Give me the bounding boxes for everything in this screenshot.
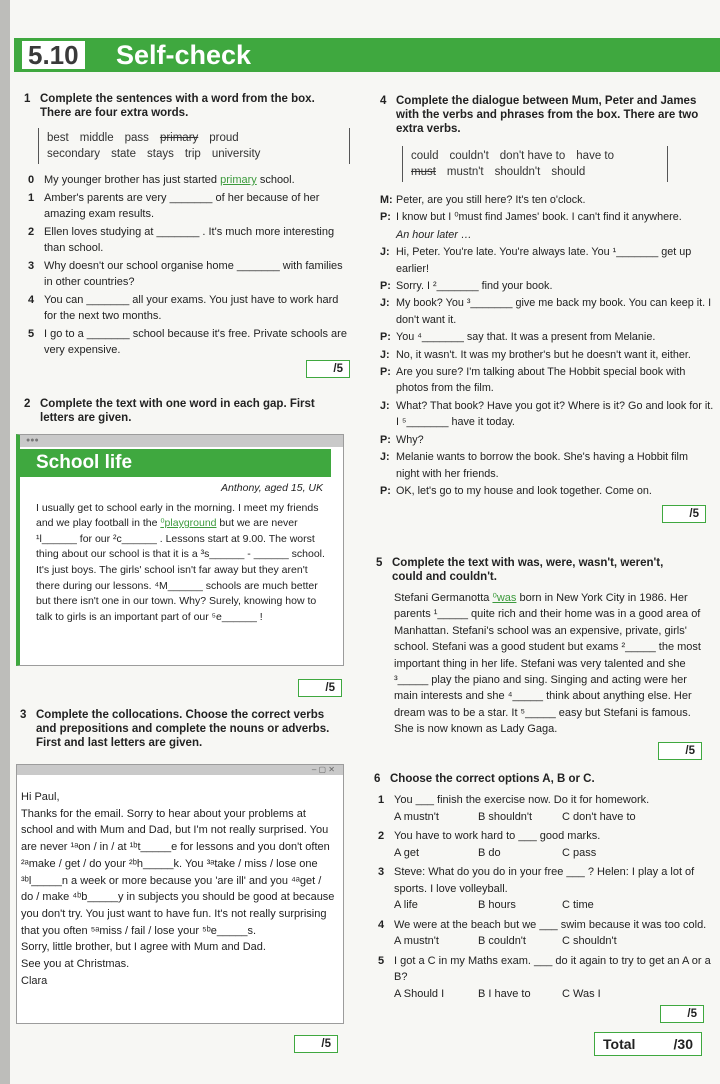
- total-label: Total: [603, 1036, 636, 1052]
- question-body: [394, 864, 712, 914]
- box-word: secondary: [47, 148, 101, 160]
- dialogue-line: [380, 192, 714, 208]
- options: [394, 933, 712, 950]
- dialogue-line: [380, 209, 714, 225]
- question-number: 5: [378, 954, 385, 967]
- option: A get: [394, 846, 420, 859]
- exercise-2-score: /5: [298, 679, 342, 697]
- dialogue-line: [380, 398, 714, 431]
- speaker: M:: [380, 194, 393, 206]
- exercise-2: [24, 397, 350, 425]
- item-text: [44, 292, 350, 325]
- email-line: Thanks for the email. Sorry to hear about your problems at school and with Mum and Dad, but I'm not really surprised. You are never ¹ᵃon / in / at ¹ᵇt_____e for lessons and you don't often ²ᵃmake / get / do your ²ᵇh_____k. You ³ᵃtake / miss / lose one ³ᵇl_____n a week or more because you 'are ill' and you ⁴ᵃget / do / make ⁴ᵇb_____y in subjects you should be good at because you don't try. You just want to have fun. It's not really surprising that you often ⁵ᵃmiss / fail / lose your ⁵ᵇe_____s.: [21, 807, 335, 937]
- options: [394, 809, 712, 826]
- box-word: shouldn't: [494, 166, 541, 178]
- item-text-a: Ellen loves studying at _______ . It's much more interesting than school.: [44, 225, 335, 254]
- speaker: P:: [380, 211, 391, 224]
- speaker: J:: [380, 399, 390, 412]
- question-body: [394, 792, 712, 825]
- item-number: 4: [28, 293, 35, 306]
- panel-text: I usually get to school early in the morning. I meet my friends and we play football in the ⁰playground but we are never ¹l______ for our ²c______ . Lessons start at 9.00. The worst thing about our school is that it is a ³s______ - ______ school. It's just boys. The girls' school isn't far away but they aren't there during our lessons. ⁴M______ schools are much better but there isn't one in our town. Why? Surely, knowing how to talk to girls is an important part of our ⁵e______ !: [36, 501, 325, 623]
- item-text: [44, 326, 350, 359]
- exercise-3: [20, 708, 350, 750]
- exercise-6-instruction: 6 Choose the correct options A, B or C.: [374, 773, 595, 785]
- options: [394, 986, 712, 1003]
- dialogue-line: [380, 347, 714, 363]
- dialogue-line: [380, 329, 714, 345]
- exercise-3-score: /5: [294, 1035, 338, 1053]
- exercise-5-score: /5: [658, 742, 702, 760]
- option: C don't have to: [562, 810, 636, 823]
- item-text-b: school.: [256, 174, 295, 186]
- item-text-a: Why doesn't our school organise home _______ with families in other countries?: [44, 259, 343, 288]
- word-box-1: [38, 128, 350, 164]
- dialogue-text: Melanie wants to borrow the book. She's having a Hobbit film night with her friends.: [396, 451, 688, 480]
- question-body: [394, 828, 712, 861]
- dialogue-line: [380, 364, 714, 397]
- exercise-5-text: Stefani Germanotta ⁰was born in New York City in 1986. Her parents ¹_____ quite rich and their home was in a good area of Manhattan. Stefani's school was an expensive, private, girls' school. Stefani was a good student but exams ²_____ the most important thing in her life. Stefani was very talented and she ³_____ play the piano and sing. Singing and acting were her main interests and she ⁴_____ think about anything else. Her dream was to be a star. It ⁵_____ easy but Stefani is famous. She is now known as Lady Gaga.: [394, 592, 701, 736]
- exercise-1-instruction: 1 Complete the sentences with a word from the box. There are four extra words.: [24, 93, 315, 119]
- item-number: 3: [28, 259, 35, 272]
- exercise-3-instruction: 3 Complete the collocations. Choose the correct verbs and prepositions and complete the nouns or adverbs. First and last letters are given.: [20, 709, 330, 749]
- speaker: P:: [380, 433, 391, 446]
- question-text: You have to work hard to ___ good marks.: [394, 830, 601, 842]
- dialogue-text: You ⁴_______ say that. It was a present from Melanie.: [396, 331, 656, 344]
- box-word: pass: [124, 132, 149, 144]
- total-value: /30: [673, 1036, 693, 1052]
- question-item: [374, 864, 712, 914]
- dialogue-text: An hour later …: [396, 228, 472, 241]
- dialogue-text: OK, let's go to my house and look together. Come on.: [396, 484, 652, 497]
- dialogue-line: [380, 278, 714, 294]
- dialogue-text: Hi, Peter. You're late. You're always late. You ¹_______ get up earlier!: [396, 246, 692, 275]
- box-word: primary: [159, 132, 199, 144]
- box-word: have to: [576, 150, 615, 162]
- dialogue-line: [380, 432, 714, 448]
- panel-title: School life: [20, 449, 331, 477]
- speaker: P:: [380, 331, 391, 344]
- box-word: must: [411, 166, 436, 178]
- question-number: 1: [378, 794, 385, 806]
- dialogue-line: [380, 227, 714, 243]
- item-text: [44, 172, 350, 189]
- question-item: [374, 828, 712, 861]
- option: A mustn't: [394, 810, 439, 823]
- list-item: [24, 326, 350, 359]
- exercise-1: [24, 92, 350, 378]
- option: B do: [478, 846, 501, 859]
- item-text: [44, 224, 350, 257]
- list-item: [24, 292, 350, 325]
- item-text: [44, 190, 350, 223]
- dialogue-line: [380, 483, 714, 499]
- speaker: J:: [380, 297, 390, 310]
- speaker: P:: [380, 366, 391, 379]
- question-number: 2: [378, 830, 385, 842]
- dialogue-text: My book? You ³_______ give me back my book. You can keep it. I don't want it.: [396, 297, 712, 326]
- question-text: We were at the beach but we ___ swim because it was too cold.: [394, 918, 707, 931]
- dialogue-text: Sorry. I ²_______ find your book.: [396, 280, 553, 293]
- question-body: [394, 953, 712, 1003]
- section-header: [14, 38, 720, 72]
- panel-bar: ●●●: [20, 435, 343, 447]
- item-text-a: I go to a _______ school because it's free. Private schools are very expensive.: [44, 327, 347, 356]
- box-word: proud: [209, 132, 239, 144]
- dialogue-text: I know but I ⁰must find James' book. I can't find it anywhere.: [396, 211, 682, 224]
- box-word: middle: [79, 132, 114, 144]
- exercise-4: [380, 94, 714, 523]
- dialogue-text: Peter, are you still here? It's ten o'clock.: [396, 194, 586, 206]
- school-life-panel: [16, 434, 344, 666]
- options: [394, 845, 712, 862]
- item-number: 0: [28, 174, 35, 186]
- box-word: stays: [147, 148, 174, 160]
- box-word: don't have to: [499, 150, 566, 162]
- list-item: [24, 172, 350, 189]
- word-box-4: [402, 146, 668, 182]
- question-item: [374, 953, 712, 1003]
- option: C Was I: [562, 987, 601, 1000]
- email-text: [17, 775, 343, 997]
- box-word: mustn't: [446, 166, 484, 178]
- speaker: [380, 227, 396, 243]
- option: C pass: [562, 846, 597, 859]
- dialogue-text: No, it wasn't. It was my brother's but he doesn't want it, either.: [396, 348, 691, 361]
- speaker: J:: [380, 348, 390, 361]
- dialogue-line: [380, 449, 714, 482]
- dialogue-text: What? That book? Have you got it? Where is it? Go and look for it. I ⁵_______ have it today.: [396, 399, 714, 429]
- box-word: state: [111, 148, 136, 160]
- option: B hours: [478, 899, 516, 911]
- item-text-a: Amber's parents are very _______ of her because of her amazing exam results.: [44, 191, 320, 220]
- speaker: J:: [380, 451, 390, 464]
- exercise-2-instruction: 2 Complete the text with one word in each gap. First letters are given.: [24, 398, 315, 424]
- option: B shouldn't: [478, 810, 533, 823]
- box-word: best: [47, 132, 69, 144]
- email-line: See you at Christmas.: [21, 958, 130, 971]
- list-item: [24, 190, 350, 223]
- box-word: couldn't: [449, 150, 489, 162]
- speaker: P:: [380, 484, 391, 497]
- panel-byline: Anthony, aged 15, UK: [221, 482, 323, 494]
- dialogue-text: Are you sure? I'm talking about The Hobbit special book with photos from the film.: [396, 366, 686, 395]
- option: A life: [394, 899, 418, 911]
- email-line: Hi Paul,: [21, 791, 60, 803]
- email-line: Sorry, little brother, but I agree with Mum and Dad.: [21, 941, 266, 954]
- dialogue-line: [380, 295, 714, 328]
- question-number: 4: [378, 918, 385, 931]
- section-title: Self-check: [116, 40, 252, 70]
- box-word: should: [551, 166, 586, 178]
- question-number: 3: [378, 866, 385, 878]
- example-answer: primary: [220, 174, 257, 186]
- item-number: 2: [28, 225, 35, 238]
- email-bar: – ▢ ✕: [17, 765, 343, 775]
- exercise-4-score: /5: [662, 505, 706, 523]
- box-word: trip: [184, 148, 201, 160]
- exercise-6: [374, 772, 712, 1005]
- option: A Should I: [394, 987, 445, 1000]
- exercise-5: [376, 556, 710, 760]
- total-box: [594, 1032, 702, 1056]
- options: [394, 897, 712, 914]
- speaker: P:: [380, 280, 391, 293]
- option: A mustn't: [394, 935, 439, 947]
- dialogue-text: Why?: [396, 433, 424, 446]
- item-text-a: You can _______ all your exams. You just have to work hard for the next two months.: [44, 293, 339, 322]
- option: C time: [562, 899, 594, 911]
- page-edge: [0, 0, 10, 1084]
- email-panel: [16, 764, 344, 1024]
- question-item: [374, 917, 712, 950]
- dialogue-line: [380, 244, 714, 277]
- option: C shouldn't: [562, 935, 617, 947]
- exercise-4-instruction: 4 Complete the dialogue between Mum, Peter and James with the verbs and phrases from the box. There are two extra verbs.: [380, 95, 699, 135]
- box-word: could: [411, 150, 439, 162]
- list-item: [24, 224, 350, 257]
- question-text: I got a C in my Maths exam. ___ do it again to try to get an A or a B?: [394, 954, 711, 983]
- section-number: 5.10: [22, 41, 85, 69]
- item-text: [44, 258, 350, 291]
- list-item: [24, 258, 350, 291]
- exercise-5-instruction: 5 Complete the text with was, were, wasn't, weren't, could and couldn't.: [376, 557, 664, 583]
- question-item: [374, 792, 712, 825]
- question-text: Steve: What do you do in your free ___ ? Helen: I play a lot of sports. I love volleyball.: [394, 866, 695, 895]
- item-number: 1: [28, 191, 35, 204]
- box-word: university: [211, 148, 261, 160]
- question-text: You ___ finish the exercise now. Do it for homework.: [394, 794, 650, 806]
- item-number: 5: [28, 327, 35, 340]
- email-line: Clara: [21, 974, 48, 987]
- item-text-a: My younger brother has just started: [44, 174, 221, 186]
- option: B couldn't: [478, 935, 526, 947]
- option: B I have to: [478, 987, 531, 1000]
- speaker: J:: [380, 246, 390, 259]
- question-body: [394, 917, 712, 950]
- exercise-1-score: /5: [306, 360, 350, 378]
- exercise-6-score: /5: [660, 1005, 704, 1023]
